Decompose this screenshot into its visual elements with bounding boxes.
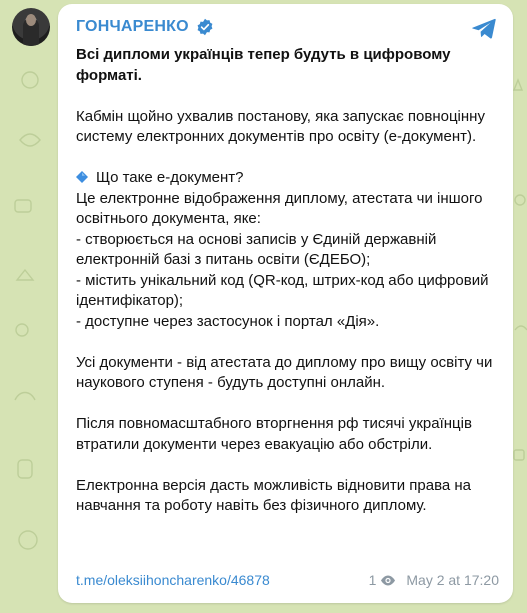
message-meta xyxy=(369,572,499,588)
message-footer xyxy=(76,572,499,592)
telegram-share-icon[interactable] xyxy=(471,18,497,40)
verified-badge-icon xyxy=(196,18,214,36)
blue-diamond-icon xyxy=(76,171,88,183)
post-link[interactable]: t.me/oleksiihoncharenko/46878 xyxy=(76,572,270,588)
channel-avatar[interactable] xyxy=(12,8,50,46)
definition-line: - доступне через застосунок і портал «Дія». xyxy=(76,312,380,330)
question-text: Що таке е-документ? xyxy=(96,169,244,186)
definition-block xyxy=(76,168,501,332)
avatar-face xyxy=(26,14,36,26)
post-paragraph-all-docs: Усі документи - від атестата до диплому про вищу освіту чи наукового ступеня - будуть доступні онлайн. xyxy=(76,353,493,391)
message-header xyxy=(76,18,214,36)
timestamp: May 2 at 17:20 xyxy=(406,572,499,588)
definition-line: Це електронне відображення диплому, атестата чи іншого освітнього документа, яке: xyxy=(76,189,483,227)
post-intro: Кабмін щойно ухвалив постанову, яка запускає повноцінну систему електронних документів про освіту (е-документ). xyxy=(76,107,485,145)
definition-line: - містить унікальний код (QR-код, штрих-код або цифровий ідентифікатор); xyxy=(76,271,489,309)
post-headline: Всі дипломи українців тепер будуть в цифровому форматі. xyxy=(76,46,451,84)
post-paragraph-electronic: Електронна версія дасть можливість відновити права на навчання та роботу навіть без фізичного диплому. xyxy=(76,476,472,514)
eye-icon xyxy=(380,575,396,586)
message-text xyxy=(76,45,501,537)
message-bubble xyxy=(58,4,513,603)
view-count: 1 xyxy=(368,572,377,588)
definition-line: - створюється на основі записів у Єдиній державній електронній базі з питань освіти (ЄДЕБО); xyxy=(76,230,437,268)
post-paragraph-invasion: Після повномасштабного вторгнення рф тисячі українців втратили документи через евакуацію або обстріли. xyxy=(76,415,472,453)
channel-name[interactable]: ГОНЧАРЕНКО xyxy=(76,18,189,35)
